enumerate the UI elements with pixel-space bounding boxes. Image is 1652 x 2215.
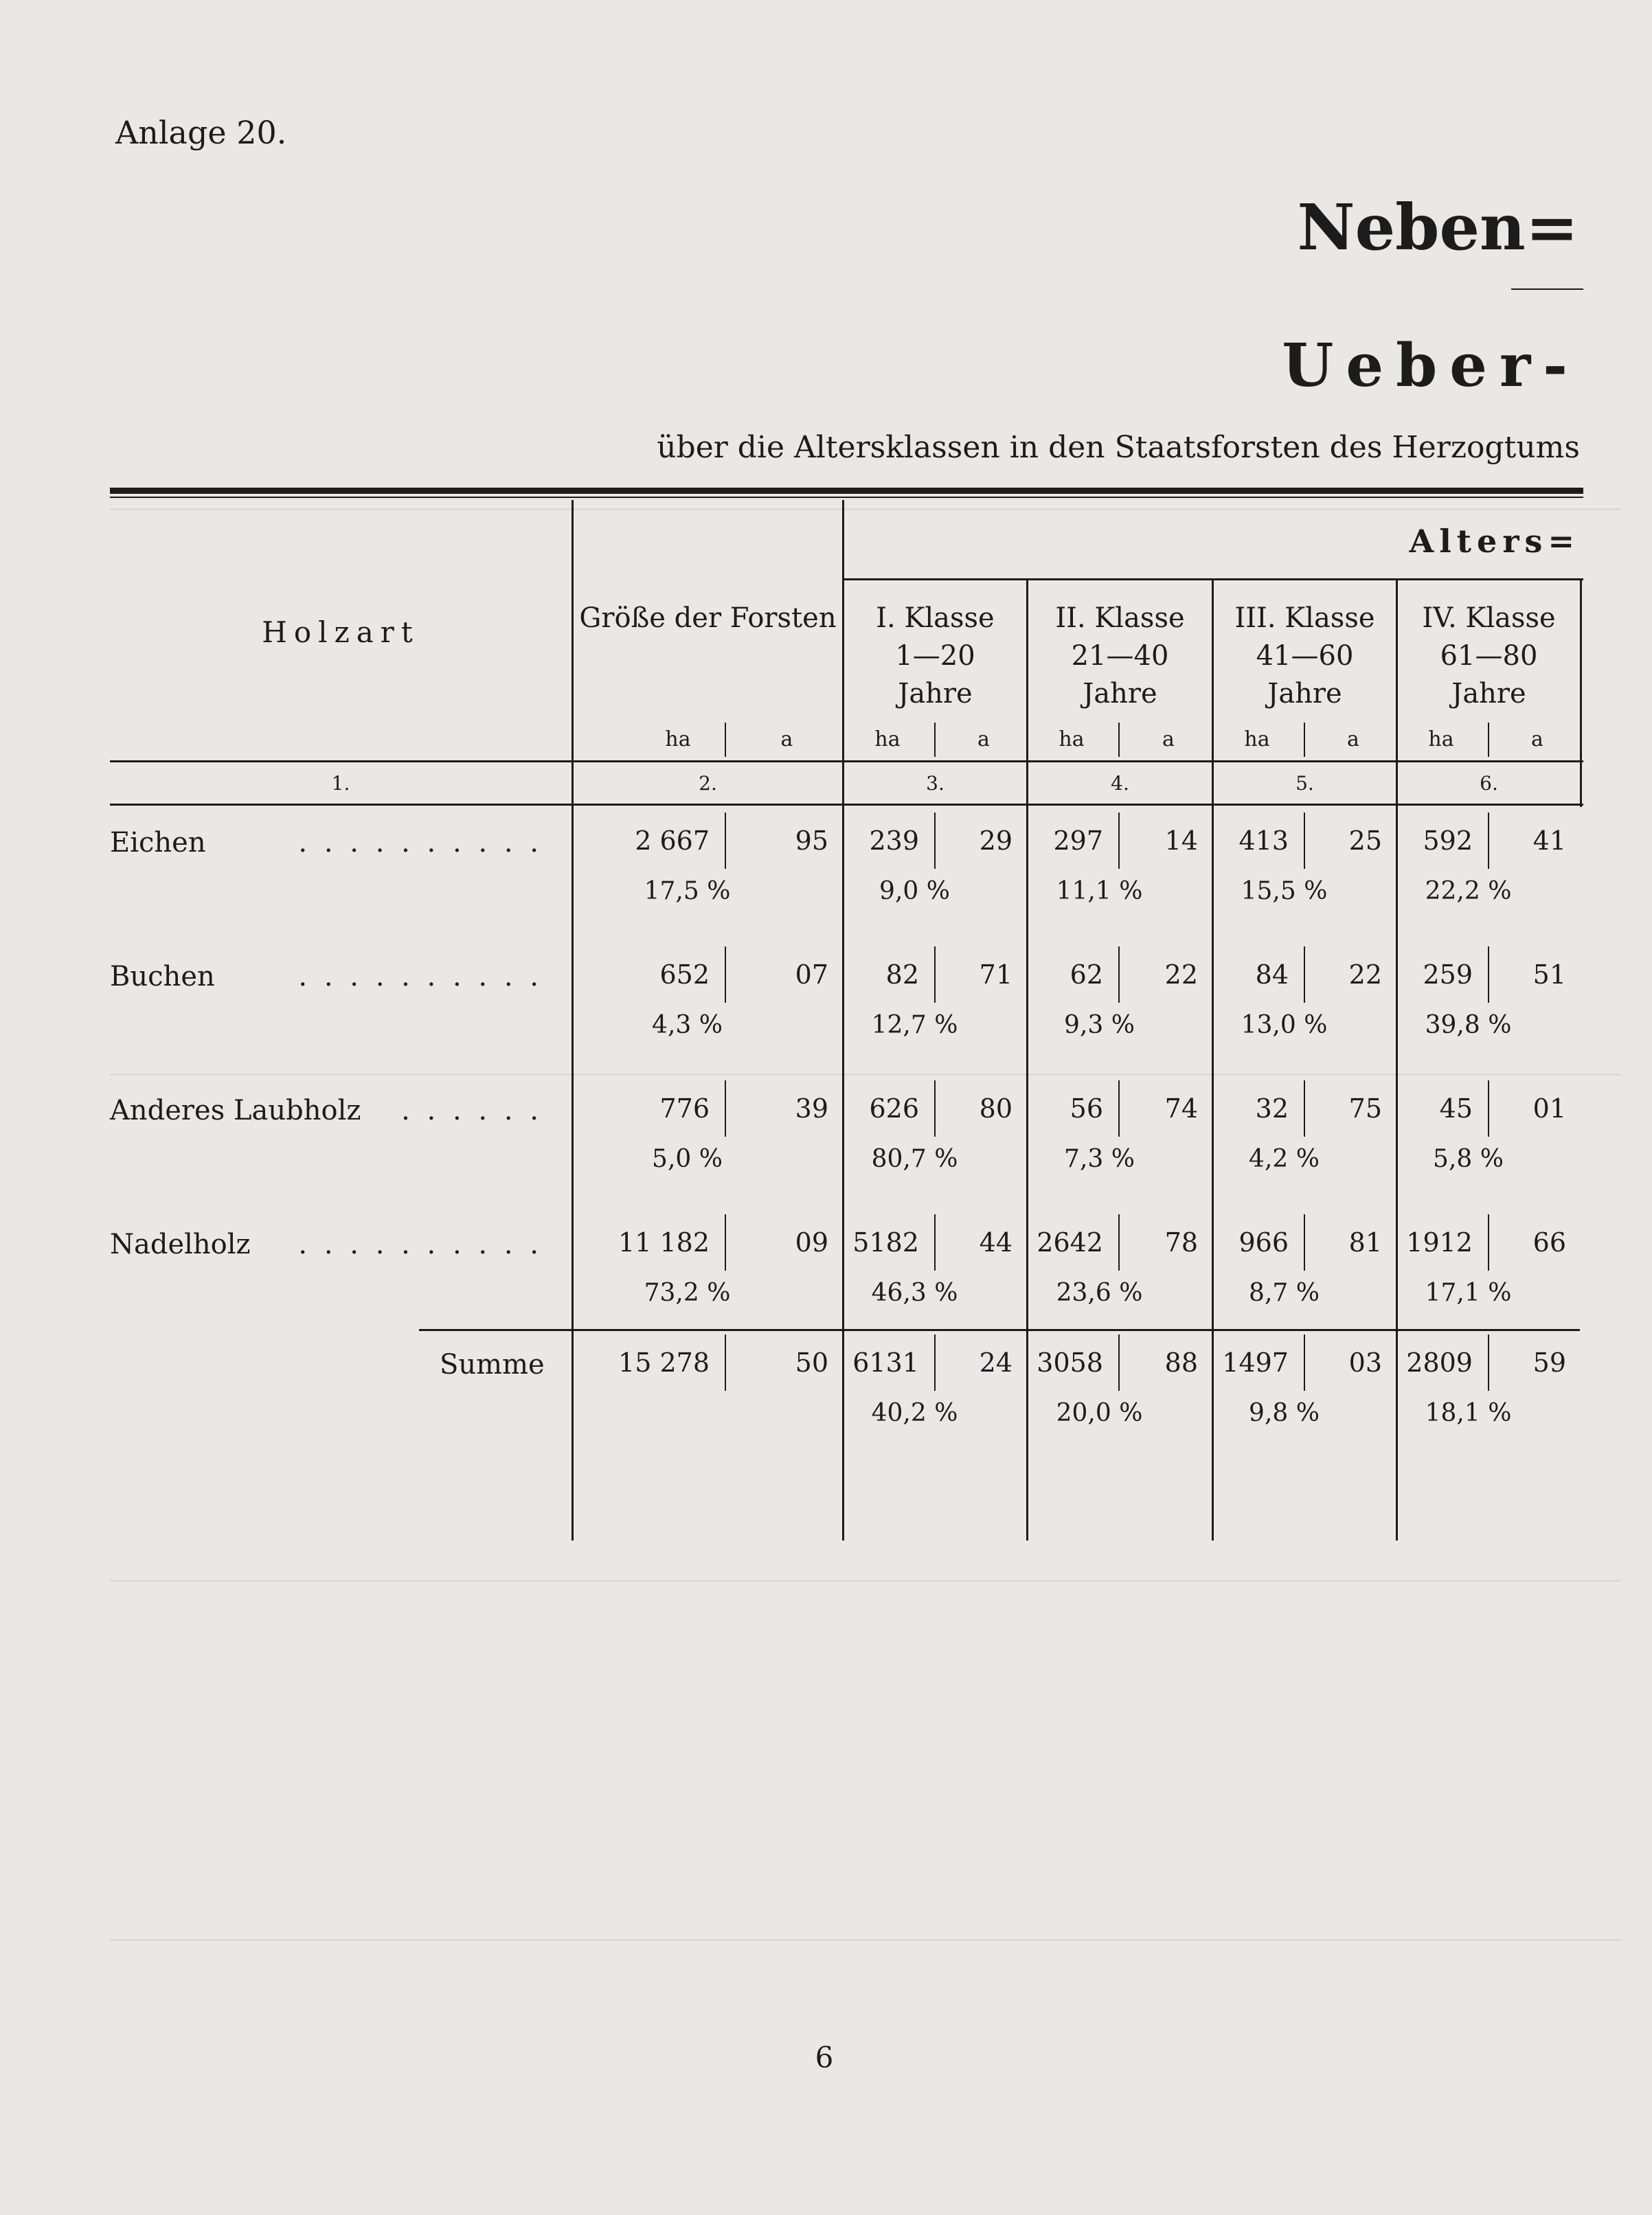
cell-divider bbox=[1488, 1214, 1489, 1271]
table-top-rule-thin bbox=[110, 497, 1583, 498]
cell-divider bbox=[1304, 1080, 1305, 1137]
cell-divider bbox=[934, 946, 936, 1003]
alters-group-rule bbox=[842, 578, 1583, 580]
cell-divider bbox=[725, 1334, 726, 1391]
unit-ha: ha bbox=[1428, 727, 1454, 751]
cell-percent: 17,5 % bbox=[644, 877, 731, 905]
col-number-3: 3. bbox=[926, 772, 944, 795]
cell-ha: 15 278 bbox=[618, 1348, 710, 1378]
cell-divider bbox=[1304, 1334, 1305, 1391]
cell-ha: 652 bbox=[659, 959, 710, 990]
cell-a: 78 bbox=[1164, 1227, 1198, 1258]
sum-label: Summe bbox=[440, 1349, 545, 1381]
page-number: 6 bbox=[815, 2041, 834, 2074]
cell-ha: 592 bbox=[1423, 826, 1473, 856]
title-rule bbox=[1511, 288, 1583, 290]
cell-ha: 1912 bbox=[1406, 1227, 1473, 1258]
cell-divider bbox=[934, 1214, 936, 1271]
cell-a: 39 bbox=[795, 1093, 828, 1124]
cell-divider bbox=[934, 1080, 936, 1137]
unit-ha: ha bbox=[874, 727, 901, 751]
class-header-3-range: 41—60 bbox=[1256, 640, 1354, 672]
cell-percent: 7,3 % bbox=[1064, 1145, 1135, 1173]
col-number-4: 4. bbox=[1111, 772, 1129, 795]
cell-a: 29 bbox=[979, 826, 1012, 856]
cell-percent: 23,6 % bbox=[1056, 1279, 1143, 1307]
cell-a: 95 bbox=[795, 826, 828, 856]
alters-group-header: Alters= bbox=[1409, 523, 1580, 560]
cell-divider bbox=[725, 946, 726, 1003]
cell-ha: 45 bbox=[1439, 1093, 1473, 1124]
unit-a: a bbox=[780, 727, 793, 751]
header-groesse: Größe der Forsten bbox=[579, 602, 837, 634]
cell-divider bbox=[934, 813, 936, 869]
class-header-2-label: II. Klasse bbox=[1055, 602, 1185, 634]
unit-a: a bbox=[1347, 727, 1359, 751]
col-divider-3 bbox=[1026, 580, 1028, 1541]
cell-percent: 12,7 % bbox=[871, 1011, 958, 1039]
cell-a: 51 bbox=[1532, 959, 1566, 990]
cell-ha: 5182 bbox=[852, 1227, 919, 1258]
cell-a: 75 bbox=[1348, 1093, 1382, 1124]
cell-ha: 297 bbox=[1053, 826, 1103, 856]
cell-divider bbox=[1488, 813, 1489, 869]
cell-percent: 80,7 % bbox=[871, 1145, 958, 1173]
cell-a: 66 bbox=[1532, 1227, 1566, 1258]
cell-ha: 32 bbox=[1255, 1093, 1289, 1124]
class-header-1-label: I. Klasse bbox=[876, 602, 995, 634]
cell-percent: 5,8 % bbox=[1433, 1145, 1504, 1173]
class-header-4-range: 61—80 bbox=[1440, 640, 1538, 672]
cell-percent: 13,0 % bbox=[1241, 1011, 1328, 1039]
cell-percent: 17,1 % bbox=[1425, 1279, 1512, 1307]
cell-divider bbox=[1118, 1080, 1120, 1137]
class-header-4-label: IV. Klasse bbox=[1422, 602, 1556, 634]
cell-percent: 8,7 % bbox=[1249, 1279, 1320, 1307]
cell-a: 01 bbox=[1532, 1093, 1566, 1124]
row-leader-dots: . . . . . . . . . . bbox=[298, 1229, 543, 1260]
cell-a: 80 bbox=[979, 1093, 1012, 1124]
cell-ha: 3058 bbox=[1037, 1348, 1103, 1378]
cell-percent: 18,1 % bbox=[1425, 1399, 1512, 1427]
cell-divider bbox=[1118, 1214, 1120, 1271]
class-header-1-range: 1—20 bbox=[895, 640, 975, 672]
header-bottom-rule bbox=[110, 760, 1583, 762]
col-divider-6 bbox=[1580, 580, 1582, 807]
unit-divider bbox=[1118, 723, 1120, 757]
bleed-through-lower-table bbox=[110, 1580, 1621, 1941]
title-part-2: Ueber- bbox=[1282, 331, 1580, 400]
cell-ha: 84 bbox=[1255, 959, 1289, 990]
cell-ha: 6131 bbox=[852, 1348, 919, 1378]
cell-a: 81 bbox=[1348, 1227, 1382, 1258]
cell-divider bbox=[725, 1080, 726, 1137]
cell-divider bbox=[725, 813, 726, 869]
cell-a: 25 bbox=[1348, 826, 1382, 856]
cell-divider bbox=[1488, 1334, 1489, 1391]
cell-divider bbox=[725, 1214, 726, 1271]
cell-ha: 1497 bbox=[1222, 1348, 1289, 1378]
class-header-3-label: III. Klasse bbox=[1234, 602, 1375, 634]
cell-a: 22 bbox=[1164, 959, 1198, 990]
cell-ha: 82 bbox=[885, 959, 919, 990]
cell-a: 41 bbox=[1532, 826, 1566, 856]
cell-a: 07 bbox=[795, 959, 828, 990]
unit-divider bbox=[1488, 723, 1489, 757]
cell-percent: 40,2 % bbox=[871, 1399, 958, 1427]
title-part-1: Neben= bbox=[1297, 190, 1579, 264]
cell-divider bbox=[1304, 946, 1305, 1003]
cell-ha: 11 182 bbox=[618, 1227, 710, 1258]
class-header-2-range: 21—40 bbox=[1071, 640, 1169, 672]
cell-divider bbox=[1118, 1334, 1120, 1391]
cell-a: 59 bbox=[1532, 1348, 1566, 1378]
cell-ha: 56 bbox=[1070, 1093, 1103, 1124]
cell-a: 09 bbox=[795, 1227, 828, 1258]
col-number-6: 6. bbox=[1480, 772, 1498, 795]
class-header-2-unit: Jahre bbox=[1083, 678, 1157, 709]
unit-ha: ha bbox=[1059, 727, 1085, 751]
number-row-rule bbox=[110, 804, 1583, 806]
unit-ha: ha bbox=[1244, 727, 1270, 751]
cell-percent: 4,3 % bbox=[652, 1011, 723, 1039]
row-label: Anderes Laubholz bbox=[110, 1095, 361, 1126]
cell-ha: 62 bbox=[1070, 959, 1103, 990]
cell-a: 88 bbox=[1164, 1348, 1198, 1378]
cell-ha: 776 bbox=[659, 1093, 710, 1124]
cell-divider bbox=[934, 1334, 936, 1391]
cell-ha: 2642 bbox=[1037, 1227, 1103, 1258]
cell-ha: 259 bbox=[1423, 959, 1473, 990]
cell-a: 14 bbox=[1164, 826, 1198, 856]
col-number-2: 2. bbox=[699, 772, 717, 795]
sum-rule bbox=[419, 1329, 1580, 1331]
unit-a: a bbox=[1162, 727, 1175, 751]
cell-divider bbox=[1488, 946, 1489, 1003]
cell-ha: 626 bbox=[869, 1093, 919, 1124]
cell-divider bbox=[1488, 1080, 1489, 1137]
cell-a: 44 bbox=[979, 1227, 1012, 1258]
row-label: Buchen bbox=[110, 961, 215, 992]
unit-a: a bbox=[977, 727, 990, 751]
cell-ha: 2 667 bbox=[635, 826, 710, 856]
cell-a: 22 bbox=[1348, 959, 1382, 990]
cell-percent: 9,8 % bbox=[1249, 1399, 1320, 1427]
col-divider-4 bbox=[1212, 580, 1214, 1541]
table-top-rule-thick bbox=[110, 488, 1583, 494]
col-number-5: 5. bbox=[1295, 772, 1314, 795]
cell-percent: 4,2 % bbox=[1249, 1145, 1320, 1173]
row-leader-dots: . . . . . . . . . . bbox=[298, 961, 543, 992]
col-number-1: 1. bbox=[331, 772, 350, 795]
unit-divider bbox=[725, 723, 726, 757]
cell-percent: 39,8 % bbox=[1425, 1011, 1512, 1039]
cell-ha: 413 bbox=[1238, 826, 1289, 856]
cell-ha: 966 bbox=[1238, 1227, 1289, 1258]
cell-a: 50 bbox=[795, 1348, 828, 1378]
cell-percent: 46,3 % bbox=[871, 1279, 958, 1307]
cell-ha: 239 bbox=[869, 826, 919, 856]
cell-percent: 9,0 % bbox=[879, 877, 950, 905]
cell-percent: 11,1 % bbox=[1056, 877, 1143, 905]
col-divider-5 bbox=[1396, 580, 1398, 1541]
cell-percent: 15,5 % bbox=[1241, 877, 1328, 905]
row-leader-dots: . . . . . . . . . . bbox=[298, 827, 543, 859]
class-header-3-unit: Jahre bbox=[1267, 678, 1342, 709]
cell-a: 71 bbox=[979, 959, 1012, 990]
header-holzart: Holzart bbox=[262, 615, 420, 649]
cell-divider bbox=[1304, 1214, 1305, 1271]
cell-percent: 5,0 % bbox=[652, 1145, 723, 1173]
cell-a: 74 bbox=[1164, 1093, 1198, 1124]
annex-label: Anlage 20. bbox=[115, 114, 287, 151]
cell-divider bbox=[1304, 813, 1305, 869]
row-label: Nadelholz bbox=[110, 1229, 251, 1260]
class-header-4-unit: Jahre bbox=[1451, 678, 1526, 709]
unit-a: a bbox=[1531, 727, 1543, 751]
class-header-1-unit: Jahre bbox=[898, 678, 973, 709]
cell-divider bbox=[1118, 946, 1120, 1003]
row-leader-dots: . . . . . . bbox=[401, 1095, 543, 1126]
cell-percent: 22,2 % bbox=[1425, 877, 1512, 905]
cell-percent: 20,0 % bbox=[1056, 1399, 1143, 1427]
unit-ha: ha bbox=[665, 727, 691, 751]
cell-a: 24 bbox=[979, 1348, 1012, 1378]
cell-a: 03 bbox=[1348, 1348, 1382, 1378]
unit-divider bbox=[1304, 723, 1305, 757]
cell-divider bbox=[1118, 813, 1120, 869]
unit-divider bbox=[934, 723, 936, 757]
subtitle: über die Altersklassen in den Staatsforsten des Herzogtums bbox=[657, 430, 1580, 465]
cell-percent: 73,2 % bbox=[644, 1279, 731, 1307]
cell-percent: 9,3 % bbox=[1064, 1011, 1135, 1039]
cell-ha: 2809 bbox=[1406, 1348, 1473, 1378]
row-label: Eichen bbox=[110, 827, 206, 859]
